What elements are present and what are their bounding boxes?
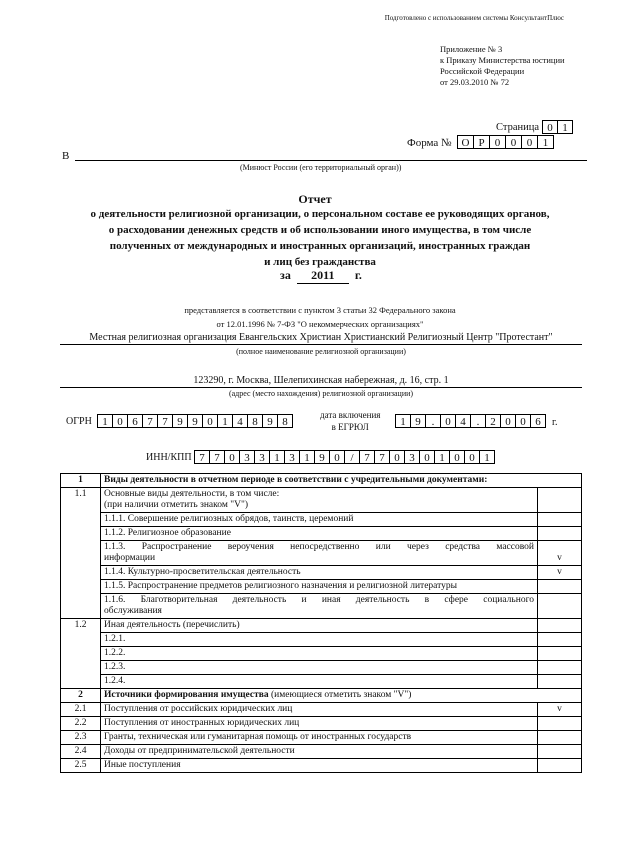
ogrn-boxes <box>98 414 293 428</box>
registration-label-line: дата включения <box>320 410 381 420</box>
row-number: 1 <box>61 474 101 488</box>
activity-item: 1.1.5. Распространение предметов религиозного назначения и религиозной литературы <box>101 580 538 594</box>
digit-box: 1 <box>557 120 573 134</box>
digit-box: 0 <box>329 450 345 464</box>
mark-cell: v <box>538 541 582 566</box>
digit-box: 9 <box>314 450 330 464</box>
other-activity-item: 1.2.1. <box>101 633 538 647</box>
digit-box: 0 <box>542 120 558 134</box>
digit-box: 1 <box>537 135 554 149</box>
year-suffix: г. <box>354 268 362 282</box>
activity-item-line: 1.1.3. Распространение вероучения непосредственно или через средства массовой <box>104 542 534 552</box>
digit-box: 0 <box>521 135 538 149</box>
mark-cell: v <box>538 703 582 717</box>
organization-caption: (полное наименование религиозной организации) <box>236 347 406 356</box>
mark-cell: v <box>538 566 582 580</box>
row-number: 2.4 <box>61 745 101 759</box>
digit-box: 1 <box>479 450 495 464</box>
digit-box: 9 <box>187 414 203 428</box>
digit-box: 7 <box>142 414 158 428</box>
digit-box: 1 <box>434 450 450 464</box>
mark-cell <box>538 488 582 513</box>
activity-item: 1.1.2. Религиозное образование <box>101 527 538 541</box>
inn-kpp-boxes <box>195 450 495 464</box>
recipient-caption: (Минюст России (его территориальный орган)) <box>240 163 402 172</box>
mark-cell <box>538 675 582 689</box>
basis-line: от 12.01.1996 № 7-ФЗ "О некоммерческих организациях" <box>216 319 424 329</box>
digit-box: 0 <box>500 414 516 428</box>
activity-item <box>101 594 538 619</box>
activity-item-line: 1.1.6. Благотворительная деятельность и иная деятельность в сфере социального <box>104 595 534 605</box>
row-label-line: (при наличии отметить знаком "V") <box>104 500 249 510</box>
digit-box: 0 <box>419 450 435 464</box>
row-number: 2.5 <box>61 759 101 773</box>
source-item: Гранты, техническая или гуманитарная помощь от иностранных государств <box>101 731 538 745</box>
organization-name: Местная религиозная организация Евангельских Христиан Христианский Религиозный Центр "Протестант" <box>60 332 582 345</box>
section-title-text: Источники формирования имущества <box>104 690 269 700</box>
table-row <box>61 488 582 513</box>
top-note: Подготовлено с использованием системы КонсультантПлюс <box>384 14 564 22</box>
table-row <box>61 675 582 689</box>
digit-box: 9 <box>410 414 426 428</box>
digit-box: . <box>425 414 441 428</box>
digit-box: 7 <box>209 450 225 464</box>
appendix-line: Российской Федерации <box>440 66 525 76</box>
activity-item: 1.1.1. Совершение религиозных обрядов, таинств, церемоний <box>101 513 538 527</box>
appendix-line: Приложение № 3 <box>440 44 503 54</box>
digit-box: 4 <box>455 414 471 428</box>
digit-box: 0 <box>505 135 522 149</box>
digit-box: 1 <box>217 414 233 428</box>
digit-box: 0 <box>449 450 465 464</box>
table-row <box>61 759 582 773</box>
page-label: Страница <box>496 122 540 133</box>
digit-box: 0 <box>489 135 506 149</box>
digit-box: 0 <box>389 450 405 464</box>
row-number: 2.1 <box>61 703 101 717</box>
digit-box: 8 <box>277 414 293 428</box>
digit-box: 7 <box>194 450 210 464</box>
mark-cell <box>538 619 582 633</box>
appendix-block <box>440 44 565 88</box>
subtitle-line: о расходовании денежных средств и об использовании иного имущества, в том числе <box>108 224 532 236</box>
table-row <box>61 619 582 633</box>
mark-cell <box>538 513 582 527</box>
report-subtitle <box>60 206 580 270</box>
digit-box: 6 <box>530 414 546 428</box>
source-item: Доходы от предпринимательской деятельности <box>101 745 538 759</box>
mark-cell <box>538 759 582 773</box>
other-activity-item: 1.2.3. <box>101 661 538 675</box>
table-row <box>61 513 582 527</box>
organization-address: 123290, г. Москва, Шелепихинская набережная, д. 16, стр. 1 <box>60 375 582 388</box>
table-row <box>61 647 582 661</box>
digit-box: 6 <box>127 414 143 428</box>
table-row <box>61 731 582 745</box>
basis-line: представляется в соответствии с пунктом 3 статьи 32 Федерального закона <box>184 305 456 315</box>
digit-box: . <box>470 414 486 428</box>
recipient-line <box>75 160 587 161</box>
appendix-line: от 29.03.2010 № 72 <box>440 77 510 87</box>
mark-cell <box>538 731 582 745</box>
source-item: Иные поступления <box>101 759 538 773</box>
appendix-line: к Приказу Министерства юстиции <box>440 55 565 65</box>
inn-kpp-label: ИНН/КПП <box>146 452 192 463</box>
row-label: Иная деятельность (перечислить) <box>101 619 538 633</box>
mark-cell <box>538 580 582 594</box>
digit-box: 0 <box>515 414 531 428</box>
digit-box: 2 <box>485 414 501 428</box>
table-row <box>61 703 582 717</box>
digit-box: 9 <box>262 414 278 428</box>
mark-cell <box>538 647 582 661</box>
digit-box: 0 <box>112 414 128 428</box>
legal-basis <box>140 303 500 331</box>
digit-box: 7 <box>374 450 390 464</box>
digit-box: О <box>457 135 474 149</box>
digit-box: 7 <box>359 450 375 464</box>
section-title: Виды деятельности в отчетном периоде в соответствии с учредительными документами: <box>101 474 582 488</box>
report-title: Отчет <box>298 192 332 206</box>
page-number-boxes <box>543 120 573 134</box>
registration-date-boxes <box>396 414 546 428</box>
table-row <box>61 689 582 703</box>
ogrn-label: ОГРН <box>66 416 92 427</box>
table-row <box>61 566 582 580</box>
digit-box: Р <box>473 135 490 149</box>
mark-cell <box>538 594 582 619</box>
digit-box: / <box>344 450 360 464</box>
digit-box: 9 <box>172 414 188 428</box>
section-title <box>101 689 582 703</box>
row-number: 1.2 <box>61 619 101 689</box>
source-item: Поступления от российских юридических лиц <box>101 703 538 717</box>
subtitle-line: о деятельности религиозной организации, о персональном составе ее руководящих органов, <box>90 208 550 220</box>
form-number-boxes <box>458 135 554 149</box>
digit-box: 8 <box>247 414 263 428</box>
table-row <box>61 594 582 619</box>
table-row <box>61 717 582 731</box>
mark-cell <box>538 527 582 541</box>
activity-item-line: обслуживания <box>104 606 162 616</box>
table-row <box>61 580 582 594</box>
row-number: 2.3 <box>61 731 101 745</box>
report-year <box>280 268 362 284</box>
registration-label <box>320 409 380 433</box>
subtitle-line: полученных от международных и иностранных организаций, иностранных граждан <box>109 240 531 252</box>
digit-box: 3 <box>284 450 300 464</box>
table-row <box>61 745 582 759</box>
digit-box: 7 <box>157 414 173 428</box>
row-number: 2.2 <box>61 717 101 731</box>
other-activity-item: 1.2.4. <box>101 675 538 689</box>
address-caption: (адрес (место нахождения) религиозной организации) <box>228 389 414 398</box>
row-number: 2 <box>61 689 101 703</box>
activity-item <box>101 541 538 566</box>
row-number: 1.1 <box>61 488 101 619</box>
digit-box: 3 <box>239 450 255 464</box>
activity-item-line: информации <box>104 553 156 563</box>
registration-label-line: в ЕГРЮЛ <box>331 422 369 432</box>
activity-item: 1.1.4. Культурно-просветительская деятельность <box>101 566 538 580</box>
mark-cell <box>538 717 582 731</box>
table-row <box>61 633 582 647</box>
activities-table <box>60 473 582 773</box>
form-label: Форма № <box>407 137 452 149</box>
mark-cell <box>538 661 582 675</box>
digit-box: 3 <box>404 450 420 464</box>
row-label <box>101 488 538 513</box>
digit-box: 1 <box>97 414 113 428</box>
digit-box: 0 <box>464 450 480 464</box>
digit-box: 1 <box>269 450 285 464</box>
digit-box: 4 <box>232 414 248 428</box>
digit-box: 1 <box>299 450 315 464</box>
digit-box: 0 <box>202 414 218 428</box>
digit-box: 3 <box>254 450 270 464</box>
recipient-prefix: В <box>62 150 70 162</box>
row-label-line: Основные виды деятельности, в том числе: <box>104 489 280 499</box>
other-activity-item: 1.2.2. <box>101 647 538 661</box>
digit-box: 0 <box>224 450 240 464</box>
source-item: Поступления от иностранных юридических лиц <box>101 717 538 731</box>
table-row <box>61 661 582 675</box>
subtitle-line: и лиц без гражданства <box>264 256 376 268</box>
table-row <box>61 474 582 488</box>
digit-box: 0 <box>440 414 456 428</box>
year-value: 2011 <box>297 268 349 284</box>
table-row <box>61 527 582 541</box>
table-row <box>61 541 582 566</box>
registration-suffix: г. <box>552 417 558 428</box>
year-prefix: за <box>280 268 291 282</box>
mark-cell <box>538 633 582 647</box>
mark-cell <box>538 745 582 759</box>
digit-box: 1 <box>395 414 411 428</box>
section-title-note: (имеющиеся отметить знаком "V") <box>271 690 412 700</box>
